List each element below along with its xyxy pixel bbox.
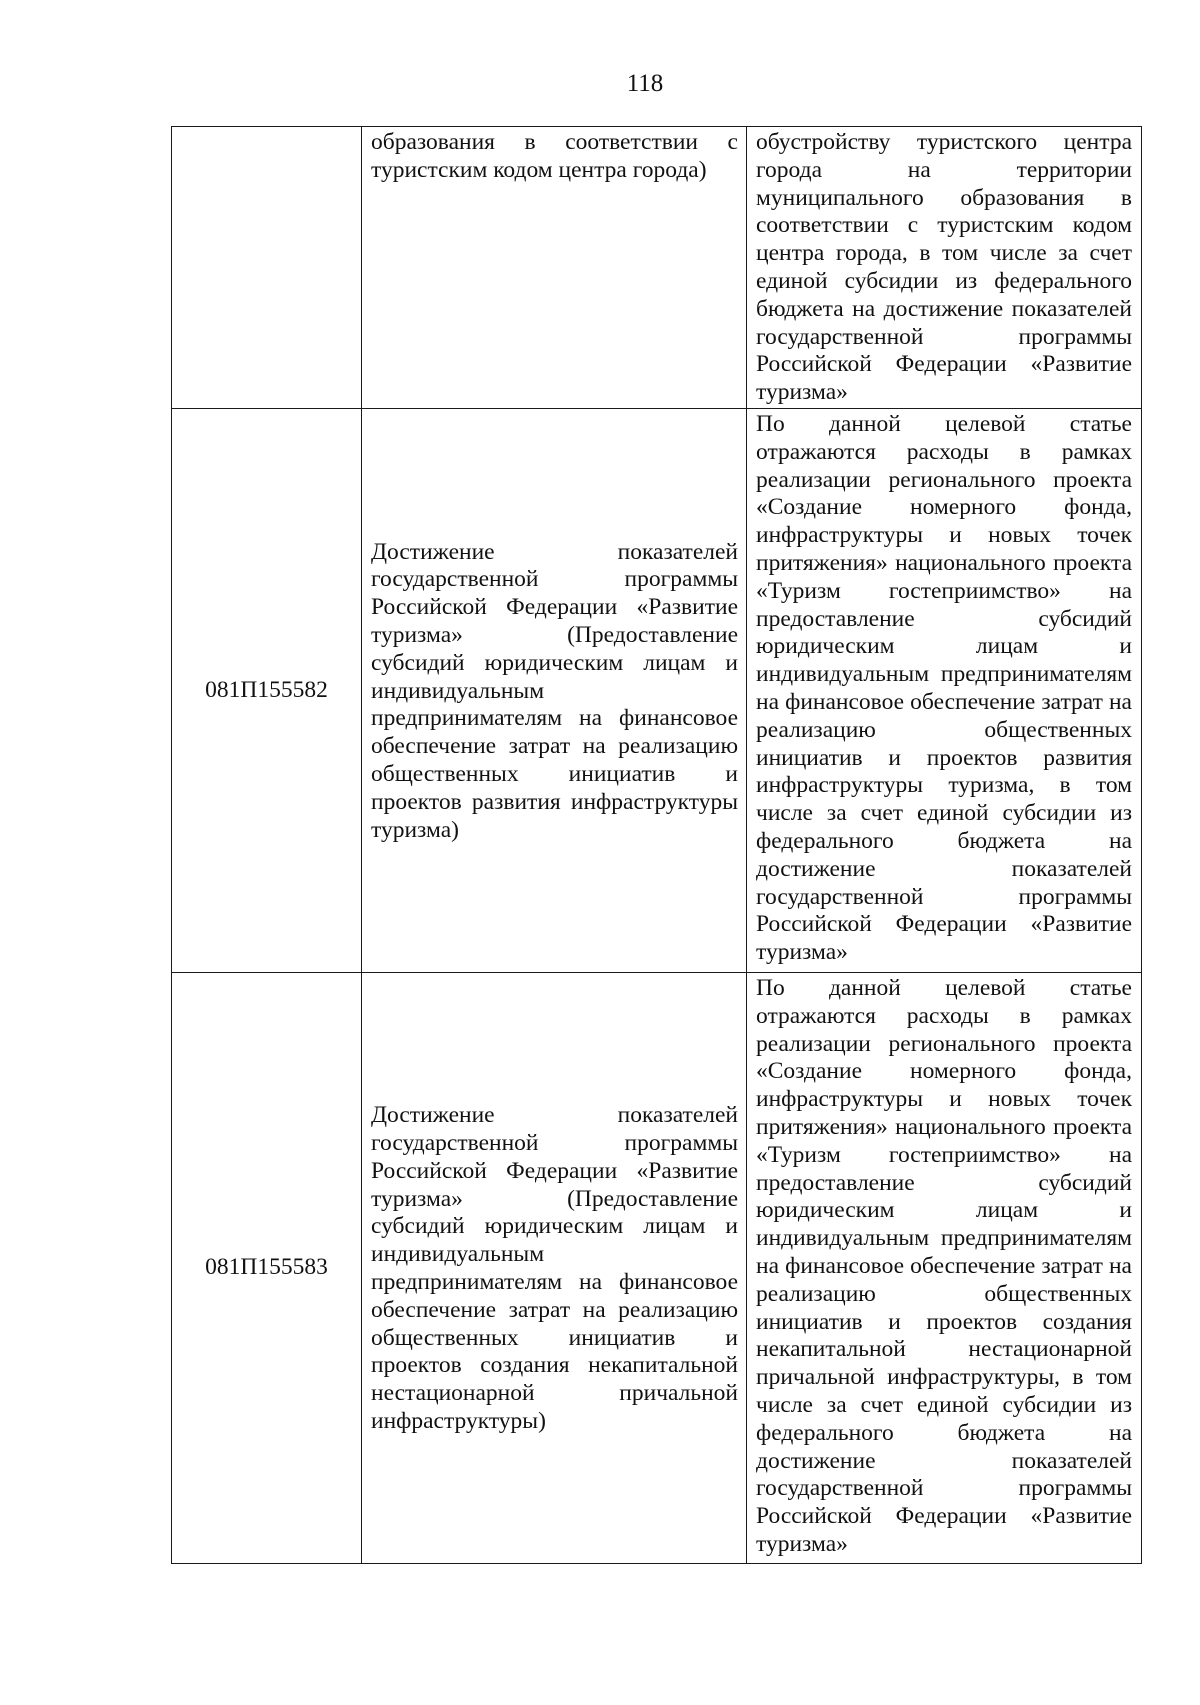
target-article-code bbox=[172, 127, 362, 409]
target-article-code: 081П155582 bbox=[172, 409, 362, 973]
page-number: 118 bbox=[626, 70, 664, 97]
target-article-description: По данной целевой статье отражаются расходы в рамках реализации регионального проекта «Создание номерного фонда, инфраструктуры и новых точек притяжения» национального проекта «Туризм гостеприимство» на предоставление субсидий юридическим лицам и индивидуальным предпринимателям на финансовое обеспечение затрат на реализацию общественных инициатив и проектов создания некапитальной нестационарной причальной инфраструктуры, в том числе за счет единой субсидии из федерального бюджета на достижение показателей государственной программы Российской Федерации «Развитие туризма» bbox=[747, 973, 1142, 1564]
target-article-name: образования в соответствии с туристским кодом центра города) bbox=[362, 127, 747, 409]
target-article-name: Достижение показателей государственной программы Российской Федерации «Развитие туризма» (Предоставление субсидий юридическим лицам и индивидуальным предпринимателям на финансовое обеспечение затрат на реализацию общественных инициатив и проектов создания некапитальной нестационарной причальной инфраструктуры) bbox=[362, 973, 747, 1564]
target-article-description: По данной целевой статье отражаются расходы в рамках реализации регионального проекта «Создание номерного фонда, инфраструктуры и новых точек притяжения» национального проекта «Туризм гостеприимство» на предоставление субсидий юридическим лицам и индивидуальным предпринимателям на финансовое обеспечение затрат на реализацию общественных инициатив и проектов развития инфраструктуры туризма, в том числе за счет единой субсидии из федерального бюджета на достижение показателей государственной программы Российской Федерации «Развитие туризма» bbox=[747, 409, 1142, 973]
budget-classification-table bbox=[171, 126, 1142, 1564]
table-row bbox=[172, 127, 1142, 409]
target-article-code: 081П155583 bbox=[172, 973, 362, 1564]
target-article-name: Достижение показателей государственной программы Российской Федерации «Развитие туризма» (Предоставление субсидий юридическим лицам и индивидуальным предпринимателям на финансовое обеспечение затрат на реализацию общественных инициатив и проектов развития инфраструктуры туризма) bbox=[362, 409, 747, 973]
target-article-description: обустройству туристского центра города на территории муниципального образования в соответствии с туристским кодом центра города, в том числе за счет единой субсидии из федерального бюджета на достижение показателей государственной программы Российской Федерации «Развитие туризма» bbox=[747, 127, 1142, 409]
table-row bbox=[172, 409, 1142, 973]
table-row bbox=[172, 973, 1142, 1564]
